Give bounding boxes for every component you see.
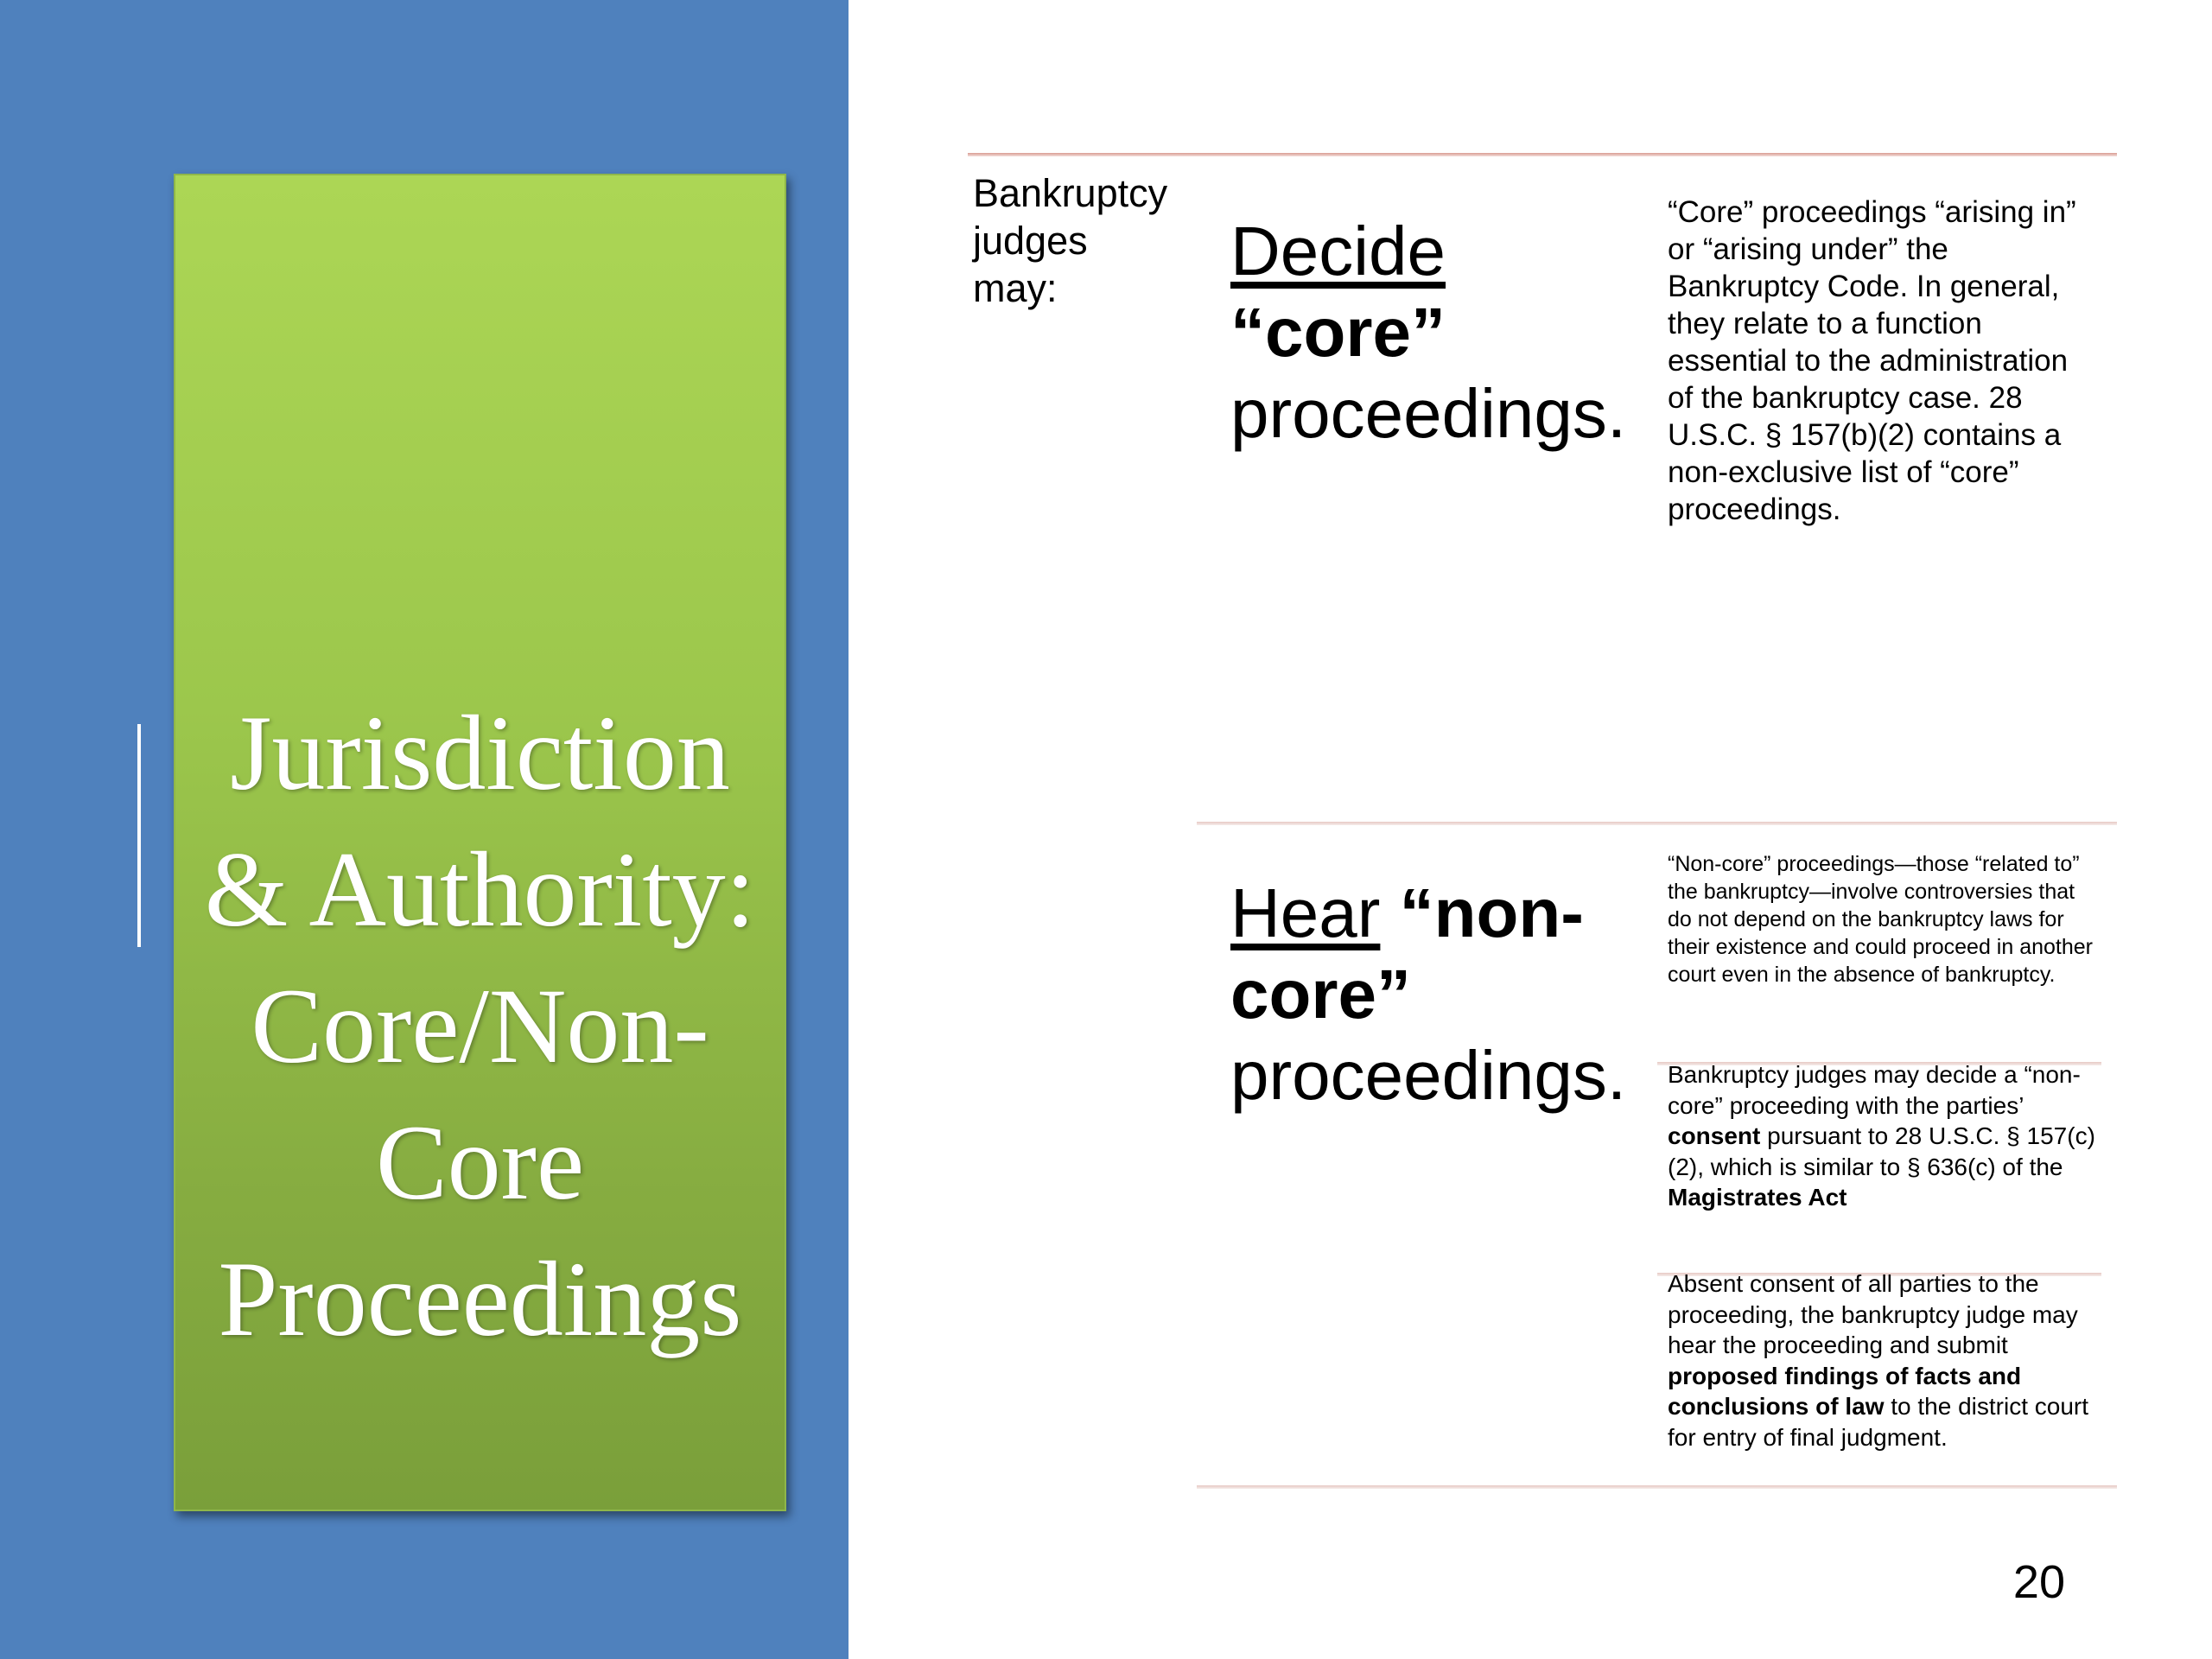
desc2-text-a: Bankruptcy judges may decide a “non-core” proceeding with the parties’ bbox=[1668, 1061, 2081, 1119]
noncore-tail: proceedings. bbox=[1230, 1037, 1627, 1114]
core-description: “Core” proceedings “arising in” or “arising under” the Bankruptcy Code. In general, they relate to a function essential to the administration of the bankruptcy case. 28 U.S.C. § 157(b)(2) contains a non-exclusive list of “core” proceedings. bbox=[1668, 195, 2076, 526]
slide-title: Jurisdiction & Authority: Core/Non-Core Proceedings bbox=[204, 694, 756, 1358]
noncore-heading bbox=[1230, 873, 1662, 1116]
desc3-text-b: to the district court for entry of final judgment. bbox=[1668, 1393, 2089, 1451]
section-divider bbox=[1197, 822, 2117, 825]
noncore-description-1: “Non-core” proceedings—those “related to” the bankruptcy—involve controversies that do not depend on the bankruptcy laws for their existence and could proceed in another court even in the absence of bankruptcy. bbox=[1668, 852, 2093, 987]
desc2-consent: consent bbox=[1668, 1122, 1761, 1149]
bottom-divider bbox=[1197, 1485, 2117, 1489]
noncore-description-3 bbox=[1668, 1268, 2100, 1452]
desc3-findings: proposed findings of facts and conclusions of law bbox=[1668, 1362, 2022, 1420]
noncore-verb: Hear bbox=[1230, 874, 1381, 951]
page-number: 20 bbox=[2012, 1556, 2065, 1608]
noncore-term: “non-core” bbox=[1230, 874, 1584, 1033]
accent-line bbox=[137, 724, 141, 947]
core-term: “core” bbox=[1230, 294, 1446, 371]
lead-text: Bankruptcy judges may: bbox=[973, 171, 1168, 310]
top-divider bbox=[968, 153, 2117, 156]
title-box bbox=[174, 174, 786, 1511]
desc2-magistrates-act: Magistrates Act bbox=[1668, 1184, 1847, 1211]
desc3-text-a: Absent consent of all parties to the proceeding, the bankruptcy judge may hear the proceeding and submit bbox=[1668, 1270, 2078, 1358]
desc2-text-b: pursuant to 28 U.S.C. § 157(c)(2), which is similar to § 636(c) of the bbox=[1668, 1122, 2095, 1180]
core-heading bbox=[1230, 211, 1662, 454]
noncore-description-2 bbox=[1668, 1059, 2100, 1213]
core-verb: Decide bbox=[1230, 213, 1446, 289]
core-tail: proceedings. bbox=[1230, 375, 1627, 452]
